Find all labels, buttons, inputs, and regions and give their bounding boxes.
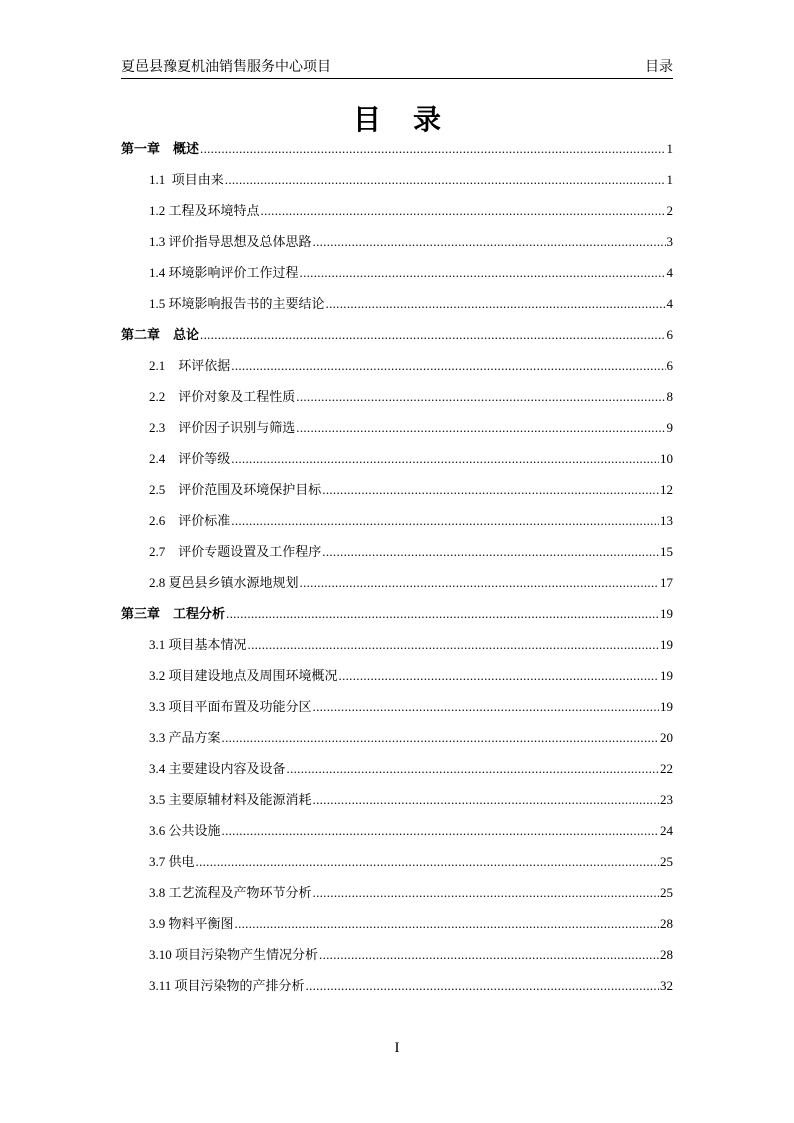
toc-leader-dots <box>287 757 659 781</box>
toc-entry-page: 2 <box>666 203 673 218</box>
toc-entry-label: 1.4 环境影响评价工作过程 <box>149 265 299 280</box>
toc-section-entry[interactable] <box>121 385 673 416</box>
toc-leader-dots <box>261 199 666 223</box>
toc-entry-label: 3.8 工艺流程及产物环节分析 <box>149 885 312 900</box>
toc-entry-page: 22 <box>660 761 673 776</box>
toc-entry-page: 10 <box>660 451 673 466</box>
toc-entry-label: 1.5 环境影响报告书的主要结论 <box>149 296 325 311</box>
toc-entry-label: 3.2 项目建设地点及周围环境概况 <box>149 668 338 683</box>
toc-section-entry[interactable] <box>121 943 673 974</box>
toc-leader-dots <box>235 912 659 936</box>
toc-leader-dots <box>248 633 659 657</box>
toc-leader-dots <box>313 788 659 812</box>
toc-entry-label: 3.1 项目基本情况 <box>149 637 247 652</box>
header-project-name: 夏邑县豫夏机油销售服务中心项目 <box>121 60 331 75</box>
toc-section-entry[interactable] <box>121 819 673 850</box>
toc-section-entry[interactable] <box>121 478 673 509</box>
toc-entry-page: 17 <box>660 575 673 590</box>
toc-entry-page: 23 <box>660 792 673 807</box>
toc-leader-dots <box>231 354 665 378</box>
toc-section-entry[interactable] <box>121 757 673 788</box>
toc-section-entry[interactable] <box>121 788 673 819</box>
toc-entry-page: 12 <box>660 482 673 497</box>
page-title <box>0 98 794 138</box>
toc-leader-dots <box>300 261 666 285</box>
toc-leader-dots <box>226 602 659 626</box>
toc-leader-dots <box>300 571 659 595</box>
toc-entry-page: 6 <box>666 358 673 373</box>
toc-chapter-entry[interactable] <box>121 137 673 168</box>
toc-entry-label: 2.1 环评依据 <box>149 358 231 373</box>
toc-leader-dots <box>313 230 666 254</box>
toc-entry-label: 3.5 主要原辅材料及能源消耗 <box>149 792 312 807</box>
toc-entry-page: 15 <box>660 544 673 559</box>
toc-leader-dots <box>326 292 666 316</box>
toc-leader-dots <box>200 137 665 161</box>
toc-entry-label: 3.7 供电 <box>149 854 195 869</box>
toc-section-entry[interactable] <box>121 509 673 540</box>
toc-entry-label: 3.6 公共设施 <box>149 823 221 838</box>
toc-entry-label: 第三章 工程分析 <box>121 607 226 622</box>
toc-leader-dots <box>296 416 665 440</box>
toc-entry-page: 4 <box>666 265 673 280</box>
toc-entry-label: 3.3 产品方案 <box>149 730 221 745</box>
toc-leader-dots <box>339 664 659 688</box>
toc-entry-label: 2.4 评价等级 <box>149 451 231 466</box>
title-char-1: 目 <box>352 103 381 136</box>
toc-section-entry[interactable] <box>121 571 673 602</box>
toc-section-entry[interactable] <box>121 695 673 726</box>
toc-entry-page: 28 <box>660 916 673 931</box>
toc-entry-page: 6 <box>666 327 673 342</box>
toc-entry-label: 3.9 物料平衡图 <box>149 916 234 931</box>
toc-entry-page: 3 <box>666 234 673 249</box>
page-header <box>121 58 673 79</box>
header-section-name: 目录 <box>645 60 673 75</box>
toc-entry-page: 8 <box>666 389 673 404</box>
toc-entry-label: 2.3 评价因子识别与筛选 <box>149 420 296 435</box>
toc-section-entry[interactable] <box>121 633 673 664</box>
toc-entry-label: 3.11 项目污染物的产排分析 <box>149 978 305 993</box>
toc-section-entry[interactable] <box>121 416 673 447</box>
toc-entry-page: 1 <box>666 141 673 156</box>
toc-chapter-entry[interactable] <box>121 602 673 633</box>
toc-leader-dots <box>322 540 659 564</box>
toc-chapter-entry[interactable] <box>121 323 673 354</box>
toc-leader-dots <box>231 447 659 471</box>
toc-leader-dots <box>222 726 659 750</box>
toc-entry-label: 2.2 评价对象及工程性质 <box>149 389 296 404</box>
toc-entry-page: 28 <box>660 947 673 962</box>
toc-section-entry[interactable] <box>121 199 673 230</box>
toc-entry-label: 第二章 总论 <box>121 328 200 343</box>
toc-section-entry[interactable] <box>121 726 673 757</box>
toc-section-entry[interactable] <box>121 230 673 261</box>
toc-leader-dots <box>222 819 659 843</box>
toc-entry-page: 24 <box>660 823 673 838</box>
toc-entry-label: 3.3 项目平面布置及功能分区 <box>149 699 312 714</box>
toc-entry-label: 1.2 工程及环境特点 <box>149 203 260 218</box>
toc-section-entry[interactable] <box>121 974 673 1005</box>
toc-leader-dots <box>200 323 665 347</box>
page-number: I <box>394 1040 400 1056</box>
toc-section-entry[interactable] <box>121 261 673 292</box>
toc-leader-dots <box>319 943 659 967</box>
toc-leader-dots <box>225 168 666 192</box>
toc-section-entry[interactable] <box>121 354 673 385</box>
toc-entry-label: 2.5 评价范围及环境保护目标 <box>149 482 322 497</box>
toc-section-entry[interactable] <box>121 168 673 199</box>
toc-leader-dots <box>196 850 659 874</box>
toc-entry-label: 3.4 主要建设内容及设备 <box>149 761 286 776</box>
toc-entry-page: 25 <box>660 854 673 869</box>
toc-entry-page: 19 <box>660 606 673 621</box>
toc-section-entry[interactable] <box>121 850 673 881</box>
toc-section-entry[interactable] <box>121 881 673 912</box>
toc-entry-label: 第一章 概述 <box>121 142 200 157</box>
toc-entry-page: 13 <box>660 513 673 528</box>
toc-section-entry[interactable] <box>121 447 673 478</box>
toc-section-entry[interactable] <box>121 664 673 695</box>
toc-entry-page: 25 <box>660 885 673 900</box>
toc-entry-label: 1.1 项目由来 <box>149 172 224 187</box>
toc-leader-dots <box>313 881 659 905</box>
toc-entry-page: 20 <box>660 730 673 745</box>
toc-entry-label: 2.6 评价标准 <box>149 513 231 528</box>
toc-entry-label: 2.7 评价专题设置及工作程序 <box>149 544 322 559</box>
toc-leader-dots <box>322 478 659 502</box>
toc-section-entry[interactable] <box>121 912 673 943</box>
toc-entry-page: 19 <box>660 637 673 652</box>
toc-leader-dots <box>296 385 665 409</box>
toc-leader-dots <box>231 509 659 533</box>
toc-entry-label: 2.8 夏邑县乡镇水源地规划 <box>149 575 299 590</box>
toc-entry-page: 4 <box>666 296 673 311</box>
toc-entry-page: 19 <box>660 699 673 714</box>
toc-entry-page: 9 <box>666 420 673 435</box>
toc-entry-page: 32 <box>660 978 673 993</box>
toc-entry-label: 3.10 项目污染物产生情况分析 <box>149 947 319 962</box>
toc-leader-dots <box>306 974 659 998</box>
toc-section-entry[interactable] <box>121 540 673 571</box>
toc-entry-page: 1 <box>666 172 673 187</box>
toc-section-entry[interactable] <box>121 292 673 323</box>
toc-entry-page: 19 <box>660 668 673 683</box>
title-char-2: 录 <box>413 103 442 136</box>
toc-entry-label: 1.3 评价指导思想及总体思路 <box>149 234 312 249</box>
toc-leader-dots <box>313 695 659 719</box>
table-of-contents <box>121 137 673 1005</box>
